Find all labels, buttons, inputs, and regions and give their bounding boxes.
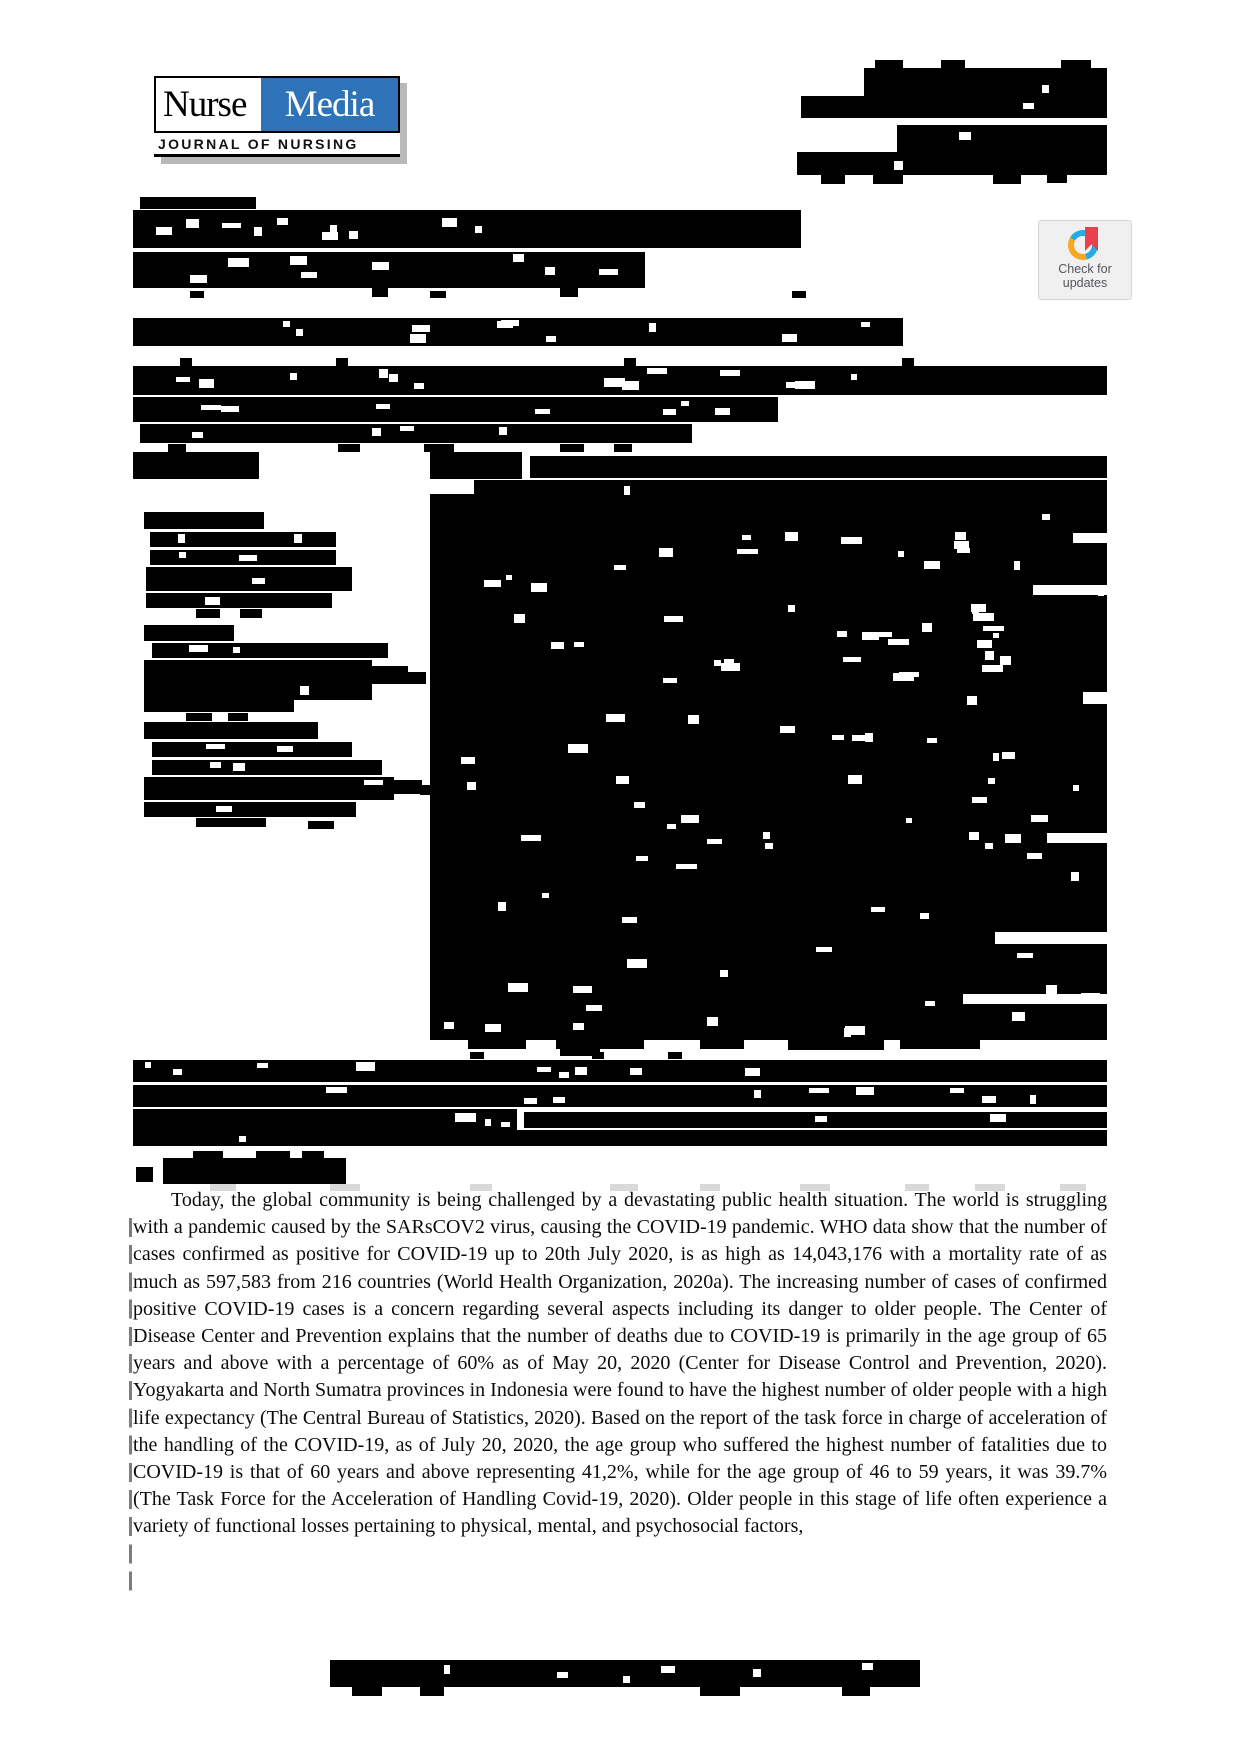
redaction-gap xyxy=(189,645,208,652)
redacted-text-block xyxy=(430,480,1107,1040)
redaction-gap xyxy=(1000,656,1011,665)
redaction-gap xyxy=(290,256,307,265)
redacted-text-block xyxy=(902,358,914,366)
redacted-text-block xyxy=(1047,833,1107,843)
redaction-gap xyxy=(349,231,358,239)
redaction-gap xyxy=(742,535,751,540)
redaction-gap xyxy=(467,782,476,790)
redaction-gap xyxy=(816,947,832,952)
redacted-text-block xyxy=(392,780,422,794)
redaction-gap xyxy=(720,970,728,977)
redaction-gap xyxy=(843,657,861,662)
redacted-text-block xyxy=(144,512,264,529)
redaction-gap xyxy=(861,322,870,327)
redacted-text-block xyxy=(560,288,578,297)
redaction-gap xyxy=(663,678,677,683)
redacted-text-block xyxy=(146,567,352,591)
redaction-gap xyxy=(720,370,740,376)
redaction-gap xyxy=(568,744,588,753)
redaction-gap xyxy=(848,775,862,784)
redaction-gap xyxy=(782,334,797,342)
redaction-gap xyxy=(508,983,528,992)
redaction-gap xyxy=(957,548,970,553)
redaction-gap xyxy=(553,1097,565,1103)
redaction-gap xyxy=(667,824,676,829)
redaction-gap xyxy=(659,548,673,557)
redaction-gap xyxy=(737,549,758,554)
redaction-gap xyxy=(1030,1095,1036,1104)
redaction-gap xyxy=(455,1113,476,1122)
redaction-gap xyxy=(862,1663,873,1670)
redaction-gap xyxy=(364,780,383,785)
introduction-paragraph: Today, the global community is being challenged by a devastating public health situation. The world is struggling with a pandemic caused by the SARsCOV2 virus, causing the COVID-19 pandemic. WHO data show that the number of cases confirmed as positive for COVID-19 up to 20th July 2020, is as high as 14,043,176 with a mortality rate of as much as 597,583 from 216 countries (World Health Organization, 2020a). The increasing number of cases of confirmed positive COVID-19 cases is a concern regarding several aspects including its danger to older people. The Center of Disease Center and Prevention explains that the number of deaths due to COVID-19 is primarily in the age group of 65 years and above with a percentage of 60% as of May 20, 2020 (Center for Disease Control and Prevention, 2020). Yogyakarta and North Sumatra provinces in Indonesia were found to have the highest number of older people with a high life expectancy (The Central Bureau of Statistics, 2020). Based on the report of the task force in charge of acceleration of the handling of the COVID-19, as of July 20, 2020, the age group who suffered the highest number of fatalities due to COVID-19 is that of 60 years and above representing 41,2%, while for the age group of 46 to 59 years, it was 39.7% (The Task Force for the Acceleration of Handling Covid-19, 2020). Older people in this stage of life often experience a variety of functional losses pertaining to physical, mental, and psychosocial factors, xyxy=(133,1189,1107,1538)
redacted-text-block xyxy=(1083,692,1107,704)
redaction-gap xyxy=(599,269,618,275)
redaction-gap xyxy=(300,686,309,695)
redacted-text-block xyxy=(152,643,388,658)
redaction-gap xyxy=(233,763,245,771)
redacted-text-block xyxy=(168,444,186,452)
redaction-gap xyxy=(899,672,919,677)
redaction-gap xyxy=(622,917,637,923)
redaction-gap xyxy=(531,583,547,592)
redacted-text-block xyxy=(352,1687,382,1696)
logo-media-text: Media xyxy=(261,78,398,131)
redacted-text-block xyxy=(336,358,348,366)
redaction-gap xyxy=(969,832,979,840)
redaction-gap xyxy=(924,561,940,569)
redaction-gap xyxy=(376,404,390,409)
journal-logo xyxy=(154,76,400,157)
redaction-gap xyxy=(201,405,221,410)
redaction-gap xyxy=(222,223,235,228)
redaction-gap xyxy=(216,806,232,812)
redacted-text-block xyxy=(993,175,1021,184)
redaction-gap xyxy=(636,856,648,861)
redacted-text-block xyxy=(136,1167,153,1182)
redacted-text-block xyxy=(873,175,903,184)
redaction-gap xyxy=(852,735,872,741)
redaction-gap xyxy=(707,839,722,844)
paragraph-left-artifacts xyxy=(129,1218,132,1596)
redaction-gap xyxy=(475,226,482,233)
redaction-gap xyxy=(927,738,937,743)
redacted-text-block xyxy=(404,672,426,684)
redaction-gap xyxy=(484,580,501,587)
redaction-gap xyxy=(862,632,879,640)
redacted-text-block xyxy=(897,125,1107,152)
redacted-text-block xyxy=(614,444,632,452)
redacted-text-block xyxy=(420,1687,444,1696)
redacted-text-block xyxy=(152,742,352,757)
redaction-gap xyxy=(630,1068,642,1075)
redaction-gap xyxy=(178,534,185,543)
redaction-gap xyxy=(972,797,987,803)
redacted-text-block xyxy=(308,821,334,829)
redaction-gap xyxy=(156,227,172,235)
redaction-gap xyxy=(763,832,770,839)
check-for-updates-badge[interactable] xyxy=(1038,220,1132,300)
redaction-gap xyxy=(971,604,986,612)
redaction-gap xyxy=(661,1666,675,1673)
redaction-gap xyxy=(851,374,857,380)
logo-nurse-text: Nurse xyxy=(163,84,247,125)
redacted-text-block xyxy=(556,1040,644,1049)
redacted-text-block xyxy=(1047,175,1067,183)
redaction-gap xyxy=(501,320,519,326)
redacted-text-block xyxy=(821,175,845,184)
redaction-gap xyxy=(663,409,676,415)
redaction-gap xyxy=(233,647,240,653)
redacted-text-block xyxy=(146,593,332,608)
redaction-gap xyxy=(688,715,699,724)
redacted-text-block xyxy=(801,96,1107,118)
redaction-gap xyxy=(832,735,844,740)
redaction-gap xyxy=(988,778,995,784)
redaction-gap xyxy=(616,776,629,784)
redaction-gap xyxy=(888,639,909,645)
redaction-gap xyxy=(1014,561,1020,570)
redaction-gap xyxy=(1046,985,1057,994)
redacted-text-block xyxy=(180,358,192,366)
redaction-gap xyxy=(898,551,904,557)
redacted-text-block xyxy=(140,197,256,209)
redaction-gap xyxy=(982,1096,996,1103)
redaction-gap xyxy=(190,275,207,283)
redacted-text-block xyxy=(144,722,318,739)
redaction-gap xyxy=(1023,103,1034,109)
redaction-gap xyxy=(501,1122,510,1127)
redaction-gap xyxy=(745,1068,760,1076)
redaction-gap xyxy=(1027,853,1042,859)
redaction-gap xyxy=(973,613,994,621)
redaction-gap xyxy=(780,726,795,733)
redaction-gap xyxy=(283,321,290,327)
redacted-text-block xyxy=(372,666,408,684)
redaction-gap xyxy=(506,575,512,580)
redaction-gap xyxy=(294,534,302,543)
redaction-gap xyxy=(681,401,689,406)
redacted-text-block xyxy=(468,1040,526,1049)
redaction-gap xyxy=(681,815,699,823)
redaction-gap xyxy=(623,1676,630,1683)
redaction-gap xyxy=(925,1001,935,1006)
redaction-gap xyxy=(356,1062,375,1071)
redaction-gap xyxy=(186,219,199,228)
redaction-gap xyxy=(192,432,203,438)
redaction-gap xyxy=(499,427,507,435)
redacted-text-block xyxy=(424,444,454,452)
redaction-gap xyxy=(575,1067,587,1075)
redacted-text-block xyxy=(430,452,522,479)
redaction-gap xyxy=(301,272,317,278)
redaction-gap xyxy=(795,381,815,389)
redaction-gap xyxy=(414,383,424,389)
redaction-gap xyxy=(634,802,645,808)
crossmark-icon xyxy=(1067,227,1103,261)
redacted-text-block xyxy=(144,802,356,817)
redaction-gap xyxy=(993,633,999,638)
redaction-gap xyxy=(754,1090,761,1098)
redacted-text-block xyxy=(228,713,248,721)
redaction-gap xyxy=(277,218,288,225)
redacted-text-block xyxy=(788,1040,884,1050)
redaction-gap xyxy=(389,374,398,382)
redaction-gap xyxy=(524,1098,537,1104)
redaction-gap xyxy=(254,227,262,236)
redaction-gap xyxy=(296,329,303,336)
redaction-gap xyxy=(379,369,388,378)
redacted-text-block xyxy=(560,444,584,452)
redacted-text-block xyxy=(163,1158,346,1184)
redaction-gap xyxy=(624,486,630,495)
redaction-gap xyxy=(326,1087,347,1093)
redaction-gap xyxy=(1071,872,1079,881)
redaction-gap xyxy=(442,218,457,227)
redaction-gap xyxy=(176,377,190,382)
redacted-text-block xyxy=(190,291,204,298)
redacted-text-block xyxy=(530,456,1107,478)
redacted-text-block xyxy=(624,358,636,366)
redaction-gap xyxy=(845,1026,865,1035)
redaction-gap xyxy=(959,132,971,140)
redaction-gap xyxy=(257,1063,268,1068)
badge-text-line1: Check for xyxy=(1058,262,1112,276)
redacted-text-block xyxy=(372,288,388,297)
redaction-gap xyxy=(485,1024,501,1032)
redaction-gap xyxy=(1002,752,1015,759)
redacted-text-block xyxy=(900,1040,980,1049)
badge-text-line2: updates xyxy=(1062,276,1108,290)
redaction-gap xyxy=(514,614,525,623)
redaction-gap xyxy=(173,1069,182,1075)
redaction-gap xyxy=(920,913,929,919)
redaction-gap xyxy=(205,597,220,605)
redaction-gap xyxy=(444,1022,454,1029)
redacted-text-block xyxy=(144,625,234,641)
redaction-gap xyxy=(983,626,1004,631)
redacted-text-block xyxy=(430,291,446,298)
redaction-gap xyxy=(221,406,239,412)
redaction-gap xyxy=(809,1088,829,1093)
redaction-gap xyxy=(330,225,337,232)
redaction-gap xyxy=(788,605,795,612)
redaction-gap xyxy=(1012,1012,1025,1021)
redaction-gap xyxy=(372,428,381,436)
redacted-text-block xyxy=(338,444,360,452)
redaction-gap xyxy=(410,334,426,343)
redaction-gap xyxy=(894,161,903,170)
redaction-gap xyxy=(627,959,647,968)
redaction-gap xyxy=(252,578,265,584)
redaction-gap xyxy=(1042,85,1049,93)
redaction-gap xyxy=(1017,953,1033,958)
redacted-text-block xyxy=(963,994,1107,1004)
redaction-gap xyxy=(765,843,773,849)
redaction-gap xyxy=(573,986,592,993)
redaction-gap xyxy=(199,379,214,388)
redaction-gap xyxy=(400,426,414,431)
redacted-text-block xyxy=(842,1687,870,1696)
redaction-gap xyxy=(664,616,683,622)
redacted-text-block xyxy=(144,660,372,700)
redaction-gap xyxy=(715,408,730,415)
redaction-gap xyxy=(982,665,1003,672)
redaction-gap xyxy=(179,552,186,558)
redaction-gap xyxy=(753,1669,761,1677)
redaction-gap xyxy=(922,623,932,632)
redaction-gap xyxy=(545,267,555,275)
redaction-gap xyxy=(1005,834,1021,843)
redaction-gap xyxy=(985,843,993,849)
redacted-text-block xyxy=(668,1052,682,1059)
redacted-text-block xyxy=(797,152,1107,175)
redacted-text-block xyxy=(133,210,801,248)
redacted-text-block xyxy=(133,1130,1107,1146)
redaction-gap xyxy=(210,762,221,768)
redaction-gap xyxy=(906,818,912,823)
redaction-gap xyxy=(206,744,225,749)
redaction-gap xyxy=(714,660,721,666)
redaction-gap xyxy=(707,1017,718,1026)
redacted-text-block xyxy=(700,1040,744,1049)
redaction-gap xyxy=(1042,514,1050,520)
redaction-gap xyxy=(551,642,564,649)
redaction-gap xyxy=(856,1087,874,1095)
redaction-gap xyxy=(586,1005,602,1011)
redacted-text-block xyxy=(196,609,220,618)
redaction-gap xyxy=(277,746,293,752)
redaction-gap xyxy=(537,1067,551,1072)
redaction-gap xyxy=(322,232,338,240)
redacted-text-block xyxy=(430,480,474,494)
redaction-gap xyxy=(559,1072,569,1078)
redaction-gap xyxy=(993,753,999,761)
redaction-gap xyxy=(372,262,389,270)
redacted-text-block xyxy=(152,760,382,775)
redaction-gap xyxy=(606,714,625,722)
redaction-gap xyxy=(841,537,862,544)
redacted-text-block xyxy=(864,68,1107,96)
redacted-text-block xyxy=(196,818,266,827)
redacted-text-block xyxy=(186,713,212,721)
redacted-text-block xyxy=(995,932,1107,944)
redaction-gap xyxy=(622,381,639,390)
redaction-gap xyxy=(676,864,697,869)
redaction-gap xyxy=(513,254,524,262)
redaction-gap xyxy=(239,555,257,561)
redaction-gap xyxy=(1073,785,1079,791)
redaction-gap xyxy=(950,1088,964,1093)
redacted-text-block xyxy=(133,452,259,479)
redaction-gap xyxy=(724,659,734,665)
redaction-gap xyxy=(521,835,541,841)
redaction-gap xyxy=(573,1023,584,1030)
redaction-gap xyxy=(786,382,797,388)
redaction-gap xyxy=(290,373,297,380)
redaction-gap xyxy=(985,651,994,660)
redacted-text-block xyxy=(1033,585,1107,595)
redaction-gap xyxy=(785,532,798,541)
redaction-gap xyxy=(1031,815,1048,822)
redacted-text-block xyxy=(592,1052,604,1059)
journal-logo-main xyxy=(154,76,400,133)
redacted-text-block xyxy=(133,1060,1107,1082)
redaction-gap xyxy=(871,907,885,912)
redacted-text-block xyxy=(133,252,645,288)
redaction-gap xyxy=(649,323,656,332)
redaction-gap xyxy=(557,1672,568,1678)
redaction-gap xyxy=(485,1119,491,1126)
redacted-text-block xyxy=(700,1687,740,1696)
redaction-gap xyxy=(647,368,667,374)
redaction-gap xyxy=(955,532,966,540)
redaction-gap xyxy=(145,1062,151,1068)
redaction-gap xyxy=(542,893,549,898)
redacted-text-block xyxy=(1073,533,1107,543)
logo-subtitle: JOURNAL OF NURSING xyxy=(154,133,400,157)
redaction-gap xyxy=(574,642,584,647)
redaction-gap xyxy=(461,757,475,764)
redaction-gap xyxy=(614,565,626,570)
redaction-gap xyxy=(990,1114,1006,1122)
redaction-gap xyxy=(228,258,249,267)
redaction-gap xyxy=(535,409,550,414)
redaction-gap xyxy=(837,631,847,637)
redacted-text-block xyxy=(240,609,262,618)
redaction-gap xyxy=(444,1665,450,1674)
redaction-gap xyxy=(977,640,992,648)
redaction-gap xyxy=(546,336,556,342)
redacted-text-block xyxy=(470,1052,484,1059)
redaction-gap xyxy=(498,902,506,911)
redacted-text-block xyxy=(140,424,692,443)
redaction-gap xyxy=(412,325,430,332)
redaction-gap xyxy=(239,1136,246,1142)
redacted-text-block xyxy=(792,291,806,298)
redaction-gap xyxy=(967,696,977,705)
redaction-gap xyxy=(815,1116,827,1122)
redacted-text-block xyxy=(144,700,294,712)
redacted-text-block xyxy=(144,777,394,800)
